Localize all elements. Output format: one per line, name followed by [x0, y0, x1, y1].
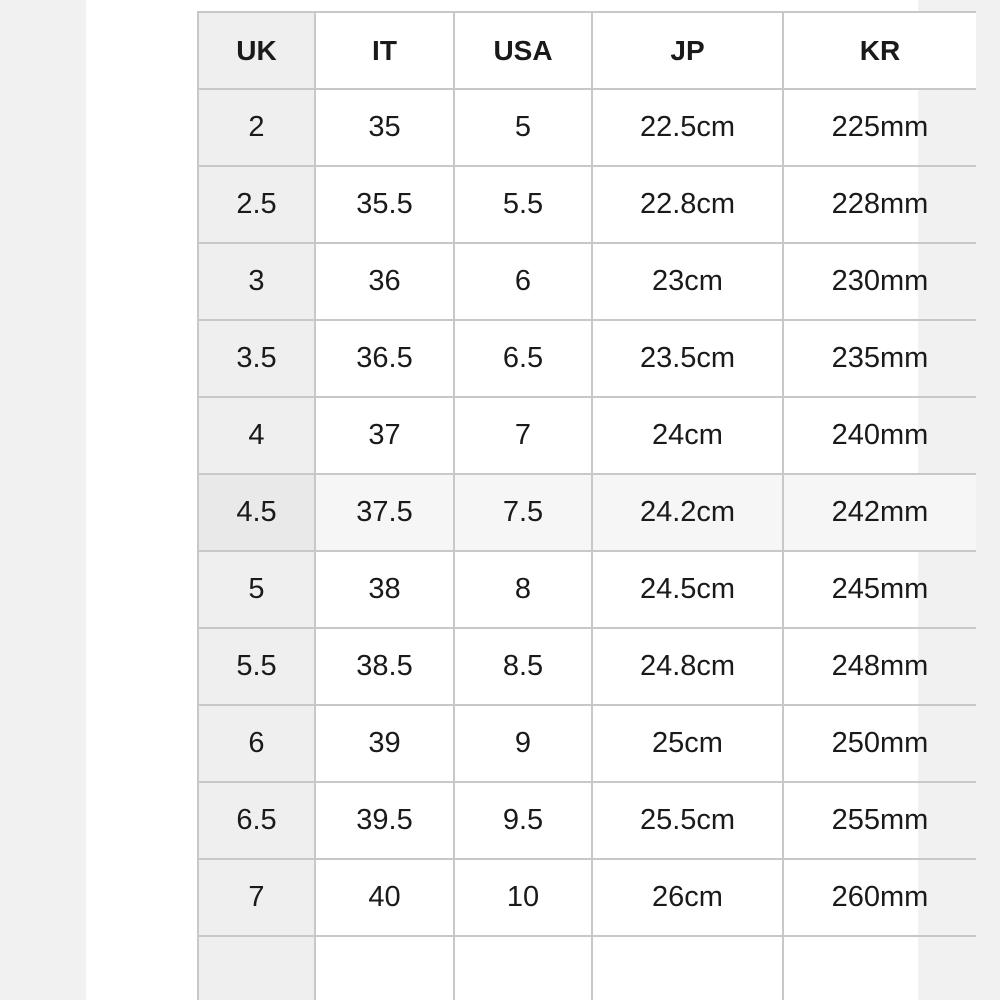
cell-it: 39.5 — [315, 782, 454, 859]
table-row — [198, 936, 976, 1000]
table-row — [198, 166, 976, 243]
table-row — [198, 89, 976, 166]
cell-usa: 6.5 — [454, 320, 592, 397]
cell-uk — [198, 936, 315, 1000]
cell-jp: 25.5cm — [592, 782, 783, 859]
table-row — [198, 320, 976, 397]
table-row — [198, 243, 976, 320]
cell-it: 38 — [315, 551, 454, 628]
header-uk: UK — [198, 12, 315, 89]
cell-it: 36.5 — [315, 320, 454, 397]
cell-it: 35.5 — [315, 166, 454, 243]
cell-usa: 5.5 — [454, 166, 592, 243]
cell-uk: 4 — [198, 397, 315, 474]
header-kr: KR — [783, 12, 976, 89]
cell-jp: 26cm — [592, 859, 783, 936]
cell-it: 37 — [315, 397, 454, 474]
table-row — [198, 859, 976, 936]
cell-kr — [783, 936, 976, 1000]
table-row — [198, 474, 976, 551]
cell-usa: 5 — [454, 89, 592, 166]
size-chart-body — [198, 89, 976, 1000]
cell-jp: 24.8cm — [592, 628, 783, 705]
cell-jp: 23.5cm — [592, 320, 783, 397]
cell-kr: 260mm — [783, 859, 976, 936]
cell-kr: 255mm — [783, 782, 976, 859]
cell-uk: 4.5 — [198, 474, 315, 551]
header-usa: USA — [454, 12, 592, 89]
cell-jp — [592, 936, 783, 1000]
header-it: IT — [315, 12, 454, 89]
cell-it: 40 — [315, 859, 454, 936]
cell-kr: 245mm — [783, 551, 976, 628]
table-row — [198, 705, 976, 782]
cell-kr: 250mm — [783, 705, 976, 782]
cell-uk: 2.5 — [198, 166, 315, 243]
cell-usa: 6 — [454, 243, 592, 320]
table-row — [198, 551, 976, 628]
cell-it — [315, 936, 454, 1000]
cell-usa: 7 — [454, 397, 592, 474]
cell-jp: 23cm — [592, 243, 783, 320]
size-chart-table — [197, 11, 976, 1000]
cell-usa: 7.5 — [454, 474, 592, 551]
cell-jp: 24.2cm — [592, 474, 783, 551]
table-row — [198, 397, 976, 474]
cell-it: 35 — [315, 89, 454, 166]
cell-it: 39 — [315, 705, 454, 782]
cell-kr: 240mm — [783, 397, 976, 474]
page-panel — [86, 0, 929, 1000]
cell-kr: 235mm — [783, 320, 976, 397]
cell-uk: 6 — [198, 705, 315, 782]
cell-kr: 228mm — [783, 166, 976, 243]
cell-it: 38.5 — [315, 628, 454, 705]
table-row — [198, 782, 976, 859]
size-chart-container — [197, 11, 976, 1000]
cell-jp: 24.5cm — [592, 551, 783, 628]
cell-kr: 248mm — [783, 628, 976, 705]
table-row — [198, 628, 976, 705]
cell-usa: 9.5 — [454, 782, 592, 859]
cell-usa: 8.5 — [454, 628, 592, 705]
cell-uk: 5 — [198, 551, 315, 628]
cell-it: 37.5 — [315, 474, 454, 551]
cell-uk: 7 — [198, 859, 315, 936]
cell-kr: 225mm — [783, 89, 976, 166]
cell-uk: 3 — [198, 243, 315, 320]
header-jp: JP — [592, 12, 783, 89]
cell-usa: 8 — [454, 551, 592, 628]
cell-uk: 5.5 — [198, 628, 315, 705]
cell-uk: 3.5 — [198, 320, 315, 397]
cell-uk: 2 — [198, 89, 315, 166]
header-row — [198, 12, 976, 89]
cell-usa: 10 — [454, 859, 592, 936]
cell-jp: 24cm — [592, 397, 783, 474]
cell-kr: 242mm — [783, 474, 976, 551]
cell-usa: 9 — [454, 705, 592, 782]
cell-uk: 6.5 — [198, 782, 315, 859]
cell-jp: 22.5cm — [592, 89, 783, 166]
cell-jp: 25cm — [592, 705, 783, 782]
cell-it: 36 — [315, 243, 454, 320]
cell-jp: 22.8cm — [592, 166, 783, 243]
cell-kr: 230mm — [783, 243, 976, 320]
cell-usa — [454, 936, 592, 1000]
